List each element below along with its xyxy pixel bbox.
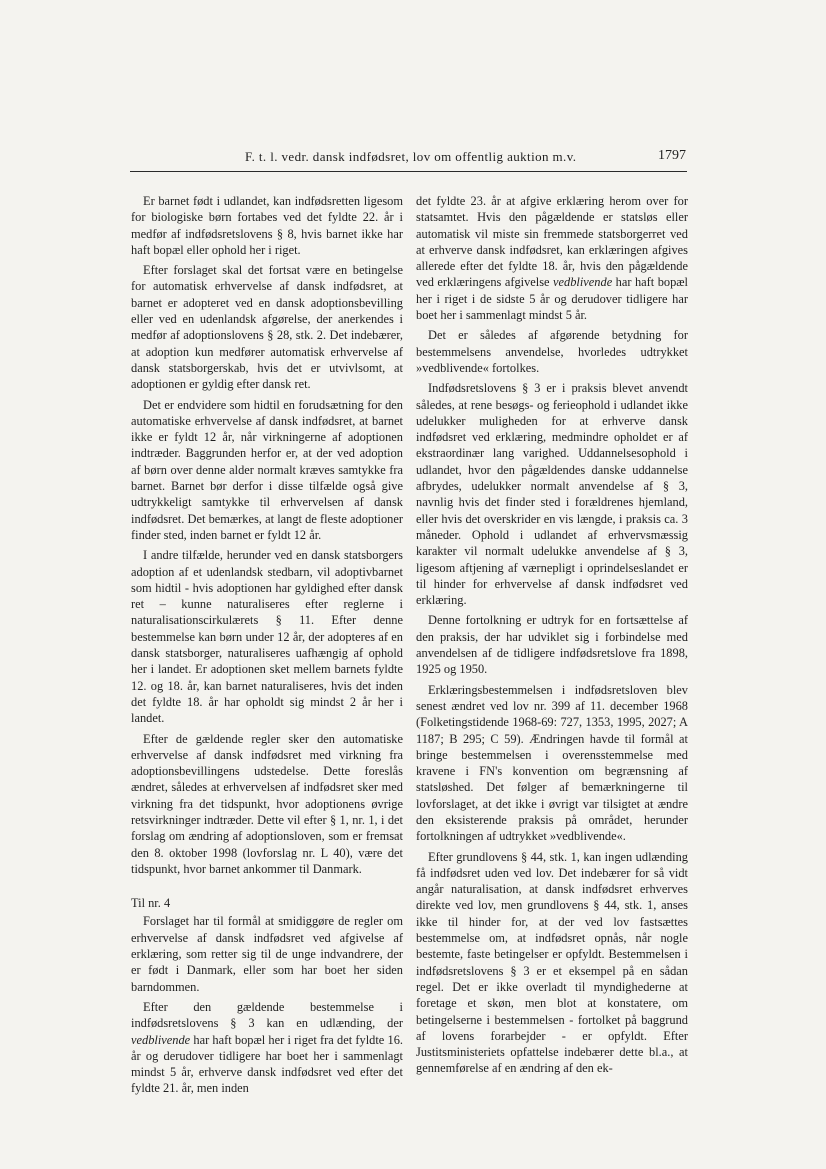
paragraph: Er barnet født i udlandet, kan indfødsretten ligesom for biologiske børn fortabes ved det fyldte 22. år i medfør af indfødsretslovens § 8, hvis barnet ikke har haft bopæl eller ophold her i riget. <box>131 194 403 257</box>
text-run: Efter den gældende bestemmelse i indfødsretslovens § 3 kan en udlænding, der <box>131 999 403 1031</box>
text-run: det fyldte 23. år at afgive erklæring herom over for statsamtet. Hvis den pågældende er statsløs eller automatisk vil miste sin fremmede statsborgerret ved at erhverve dansk indfødsret, kan erklæringen afgives allerede efter det fyldte 18. år, hvis den pågældende ved erklæringens afgivelse <box>416 194 688 290</box>
paragraph: Denne fortolkning er udtryk for en fortsættelse af den praksis, der har udviklet sig i forbindelse med anvendelsen af de tidligere indfødsretslove fra 1898, 1925 og 1950. <box>416 613 688 677</box>
left-column <box>131 193 403 1101</box>
paragraph: Efter forslaget skal det fortsat være en betingelse for automatisk erhvervelse af dansk indfødsret, at barnet er adopteret ved en dansk adoptionsbevilling eller ved en udenlandsk afgørelse, der anerkendes i medfør af adoptionslovens § 28, stk. 2. Det indebærer, at adoption kun medfører automatisk erhvervelse af dansk statsborgerskab, hvis det er utvivlsomt, at adoptionen er gyldig efter dansk ret. <box>131 263 403 392</box>
text-run: har haft bopæl her i riget fra det fyldte 16. år og derudover tidligere har boet her i sammenlagt mindst 5 år, erhverve dansk indfødsret ved efter det fyldte 21. år, men inden <box>131 1032 403 1096</box>
section-label: Til nr. 4 <box>131 896 171 911</box>
paragraph: Efter de gældende regler sker den automatiske erhvervelse af dansk indfødsret med virkning fra adoptionsbevillingens udstedelse. Dette foreslås ændret, således at erhvervelsen af indfødsret sker med virkning fra det tidspunkt, hvor adoptionens øvrige retsvirkninger indtræder. Dette vil efter § 1, nr. 1, i det forslag om ændring af adoptionsloven, som er fremsat den 8. oktober 1998 (lovforslag nr. L 40), være det tidspunkt, hvor barnet ankommer til Danmark. <box>131 731 403 876</box>
paragraph: Forslaget har til formål at smidiggøre de regler om erhvervelse af dansk indfødsret ved afgivelse af erklæring, som retter sig til de unge indvandrere, der er født i Danmark, eller som har boet her siden barndommen. <box>131 914 403 994</box>
paragraph: Det er endvidere som hidtil en forudsætning for den automatiske erhvervelse af dansk indfødsret, at barnet ikke er fyldt 12 år, når virkningerne af adoptionen indtræder. Baggrunden herfor er, at der ved adoption af børn over denne alder normalt kræves samtykke fra barnet. Barnet bør derfor i disse tilfælde også give udtrykkeligt samtykke til erhvervelsen af dansk indfødsret. Det bemærkes, at langt de fleste adoptioner finder sted, inden barnet er fyldt 12 år. <box>131 397 403 542</box>
header-rule <box>130 171 687 172</box>
paragraph: Efter grundlovens § 44, stk. 1, kan ingen udlænding få indfødsret uden ved lov. Det indebærer for så vidt angår naturalisation, at dansk indfødsret erhverves direkte ved lov, men grundlovens § 44, stk. 1, anses ikke til hinder for, at der ved lov fastsættes bestemmelse om, at indfødsret opnås, når nogle bestemte, faste betingelser er opfyldt. Bestemmelsen i indfødsretslovens § 3 er et eksempel på en sådan regel. Det er ikke overladt til myndighederne at foretage et skøn, men blot at konstatere, om betingelserne i bestemmelsen - fortolket på baggrund af lovens forarbejder - er opfyldt. Efter Justitsministeriets opfattelse indebærer dette bl.a., at gennemførelse af en ændring af den ek- <box>416 849 688 1076</box>
running-title: F. t. l. vedr. dansk indfødsret, lov om offentlig auktion m.v. <box>245 149 577 164</box>
paragraph: Erklæringsbestemmelsen i indfødsretsloven blev senest ændret ved lov nr. 399 af 11. december 1968 (Folketingstidende 1968-69: 727, 1353, 1995, 2027; A 1187; B 295; C 59). Ændringen havde til formål at bringe bestemmelsen i overensstemmelse med kravene i FN's konvention om begrænsning af statsløshed. Det følger af bemærkningerne til lovforslaget, at det ikke i øvrigt var tilsigtet at ændre den eksisterende praksis på området, herunder fortolkningen af udtrykket »vedblivende«. <box>416 682 688 844</box>
paragraph: I andre tilfælde, herunder ved en dansk statsborgers adoption af et udenlandsk stedbarn, vil adoptivbarnet som hidtil - hvis adoptionen har gyldighed efter dansk ret – kunne naturaliseres efter reglerne i naturalisationscirkulærets § 11. Efter denne bestemmelse kan børn under 12 år, der adopteres af en dansk statsborger, naturaliseres uafhængig af ophold her i landet. Er adoptionen sket mellem barnets fyldte 12. og 18. år, kan barnet naturaliseres, hvis det inden det fyldte 18. år har opholdt sig mindst 2 år her i landet. <box>131 548 403 726</box>
text-run: har haft bopæl her i riget i de sidste 5 år og derudover tidligere har boet her i sammenlagt mindst 5 år. <box>416 275 688 323</box>
running-header <box>130 149 686 171</box>
right-column <box>416 193 688 1081</box>
paragraph <box>131 999 403 1097</box>
emphasis: vedblivende <box>553 275 613 290</box>
emphasis: vedblivende <box>131 1032 191 1047</box>
paragraph <box>416 193 688 323</box>
page-number: 1797 <box>658 148 686 163</box>
paragraph: Indfødsretslovens § 3 er i praksis blevet anvendt således, at rene besøgs- og ferieophold i udlandet ikke udelukker muligheden for at erhverve dansk indfødsret ved erklæring, medmindre opholdet er af ekstraordinær lang varighed. Uddannelsesophold i udlandet, hvor den pågældendes danske uddannelse afbrydes, udelukker normalt anvendelse af § 3, navnlig hvis det finder sted i forældrenes hjemland, eller hvis det overskrider en vis længde, i praksis ca. 3 måneder. Ophold i udlandet af erhvervsmæssig karakter vil normalt udelukke anvendelse af § 3, ligesom aftjening af værnepligt i oprindelseslandet er til hinder for erhvervelse af dansk indfødsret ved erklæring. <box>416 381 688 608</box>
paragraph: Det er således af afgørende betydning for bestemmelsens anvendelse, hvorledes udtrykket »vedblivende« fortolkes. <box>416 328 688 375</box>
